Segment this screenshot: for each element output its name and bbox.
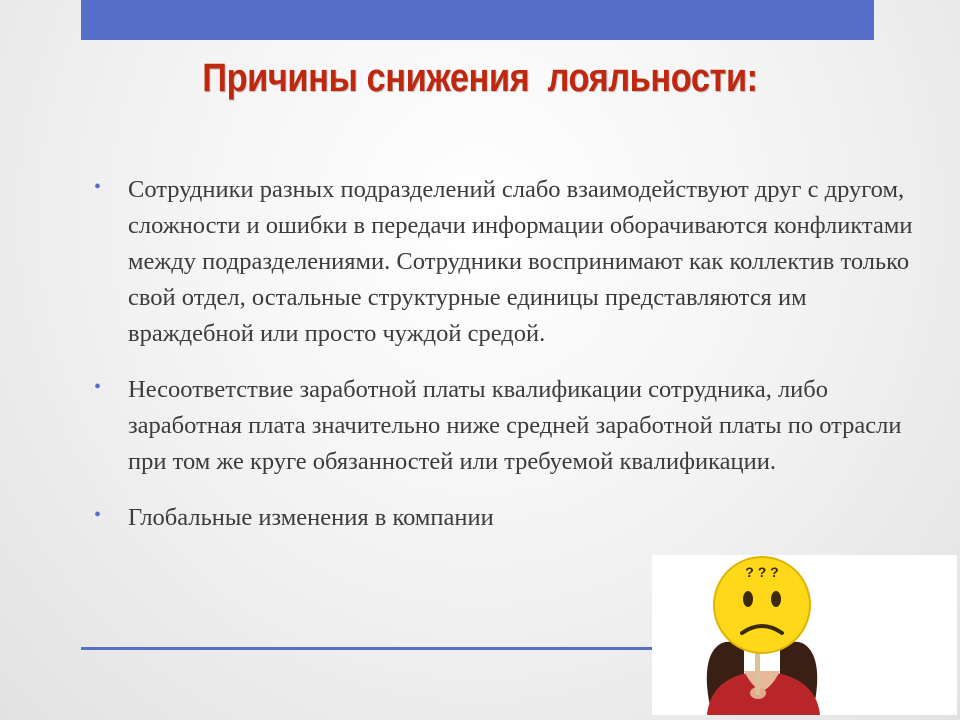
footer-accent-line (81, 647, 681, 650)
bullet-dot-icon: • (94, 376, 102, 398)
confused-smiley-sign-icon (652, 555, 957, 715)
bullet-text: Несоответствие заработной платы квалификации сотрудника, либо заработная плата значительно ниже средней заработной платы по отрасли при том же круге обязанностей или требуемой квалификации. (128, 376, 902, 475)
confused-smiley-photo (652, 555, 957, 715)
bullet-dot-icon: • (94, 176, 102, 198)
bullet-text: Сотрудники разных подразделений слабо взаимодействуют друг с другом, сложности и ошибки в передачи информации оборачиваются конфликтами между подразделениями. Сотрудники воспринимают как коллектив только свой отдел, остальные структурные единицы представляются им враждебной или просто чуждой средой. (128, 176, 913, 347)
bullet-list (94, 172, 918, 556)
bullet-dot-icon: • (94, 504, 102, 526)
sign-text: ? ? ? (745, 564, 779, 580)
bullet-item (94, 372, 918, 480)
slide-title: Причины снижения лояльности: (202, 56, 758, 100)
bullet-item (94, 500, 918, 536)
bullet-text: Глобальные изменения в компании (128, 504, 494, 531)
bullet-item (94, 172, 918, 352)
header-accent-bar (81, 0, 874, 40)
